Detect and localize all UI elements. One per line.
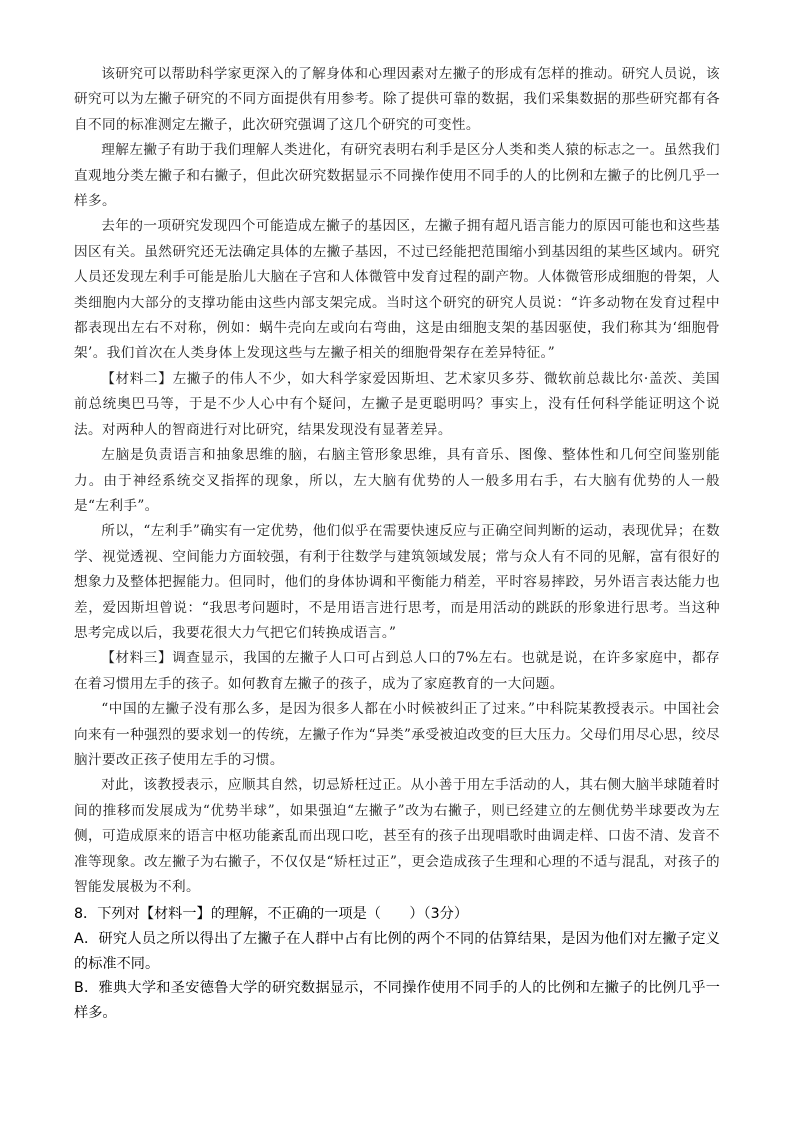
question-option-a: A．研究人员之所以得出了左撇子在人群中占有比例的两个不同的估算结果，是因为他们对左撇子定义的标准不同。 — [74, 931, 720, 972]
question-stem: 8．下列对【材料一】的理解，不正确的一项是（ ）（3分） — [74, 906, 469, 923]
paragraph-china-lefties: “中国的左撇子没有那么多，是因为很多人都在小时候被纠正了过来。”中科院某教授表示。中国社会向来有一种强烈的要求划一的传统，左撇子作为“异类”承受被迫改变的巨大压力。父母们用尽心思，绞尽脑汁要改正孩子使用左手的习惯。 — [74, 701, 720, 768]
paragraph-research-value: 该研究可以帮助科学家更深入的了解身体和心理因素对左撇子的形成有怎样的推动。研究人员说，该研究可以为左撇子研究的不同方面提供有用参考。除了提供可靠的数据，我们采集数据的那些研究都有各自不同的标准测定左撇子，此次研究强调了这几个研究的可变性。 — [74, 66, 720, 133]
paragraph-material-three: 【材料三】调查显示，我国的左撇子人口可占到总人口的7%左右。也就是说，在许多家庭中，都存在着习惯用左手的孩子。如何教育左撇子的孩子，成为了家庭教育的一大问题。 — [74, 650, 720, 692]
paragraph-gene-study: 去年的一项研究发现四个可能造成左撇子的基因区，左撇子拥有超凡语言能力的原因可能也和这些基因区有关。虽然研究还无法确定具体的左撇子基因，不过已经能把范围缩小到基因组的某些区域内。研究人员还发现左利手可能是胎儿大脑在子宫和人体微管中发育过程的副产物。人体微管形成细胞的骨架，人类细胞内大部分的支撑功能由这些内部支架完成。当时这个研究的研究人员说：“许多动物在发育过程中都表现出左右不对称，例如：蜗牛壳向左或向右弯曲，这是由细胞支架的基因驱使，我们称其为‘细胞骨架’。我们首次在人类身体上发现这些与左撇子相关的细胞骨架存在差异特征。” — [74, 218, 720, 362]
question-option-b: B．雅典大学和圣安德鲁大学的研究数据显示，不同操作使用不同手的人的比例和左撇子的比例几乎一样多。 — [74, 980, 720, 1021]
paragraph-material-two: 【材料二】左撇子的伟人不少，如大科学家爱因斯坦、艺术家贝多芬、微软前总裁比尔·盖茨、美国前总统奥巴马等，于是不少人心中有个疑问，左撇子是更聪明吗？事实上，没有任何科学能证明这个说法。对两种人的智商进行对比研究，结果发现没有显著差异。 — [74, 370, 720, 438]
paragraph-human-evolution: 理解左撇子有助于我们理解人类进化，有研究表明右利手是区分人类和类人猿的标志之一。虽然我们直观地分类左撇子和右撇子，但此次研究数据显示不同操作使用不同手的人的比例和左撇子的比例几乎一样多。 — [74, 142, 720, 210]
paragraph-professor-advice: 对此，该教授表示，应顺其自然，切忌矫枉过正。从小善于用左手活动的人，其右侧大脑半球随着时间的推移而发展成为“优势半球”，如果强迫“左撇子”改为右撇子，则已经建立的左侧优势半球要改为左侧，可造成原来的语言中枢功能紊乱而出现口吃，甚至有的孩子出现唱歌时曲调走样、口齿不清、发音不准等现象。改左撇子为右撇子，不仅仅是“矫枉过正”，更会造成孩子生理和心理的不适与混乱，对孩子的智能发展极为不利。 — [74, 777, 720, 895]
paragraph-left-hand-advantage: 所以，“左利手”确实有一定优势，他们似乎在需要快速反应与正确空间判断的运动，表现优异；在数学、视觉透视、空间能力方面较强，有利于往数学与建筑领域发展；常与众人有不同的见解，富有很好的想象力及整体把握能力。但同时，他们的身体协调和平衡能力稍差，平时容易摔跤，另外语言表达能力也差，爱因斯坦曾说：“我思考问题时，不是用语言进行思考，而是用活动的跳跃的形象进行思考。当这种思考完成以后，我要花很大力气把它们转换成语言。” — [74, 523, 720, 641]
paragraph-brain-function: 左脑是负责语言和抽象思维的脑，右脑主管形象思维，具有音乐、图像、整体性和几何空间鉴别能力。由于神经系统交叉指挥的现象，所以，左大脑有优势的人一般多用右手，右大脑有优势的人一般是“左利手”。 — [74, 447, 720, 514]
document-body — [74, 62, 720, 1025]
